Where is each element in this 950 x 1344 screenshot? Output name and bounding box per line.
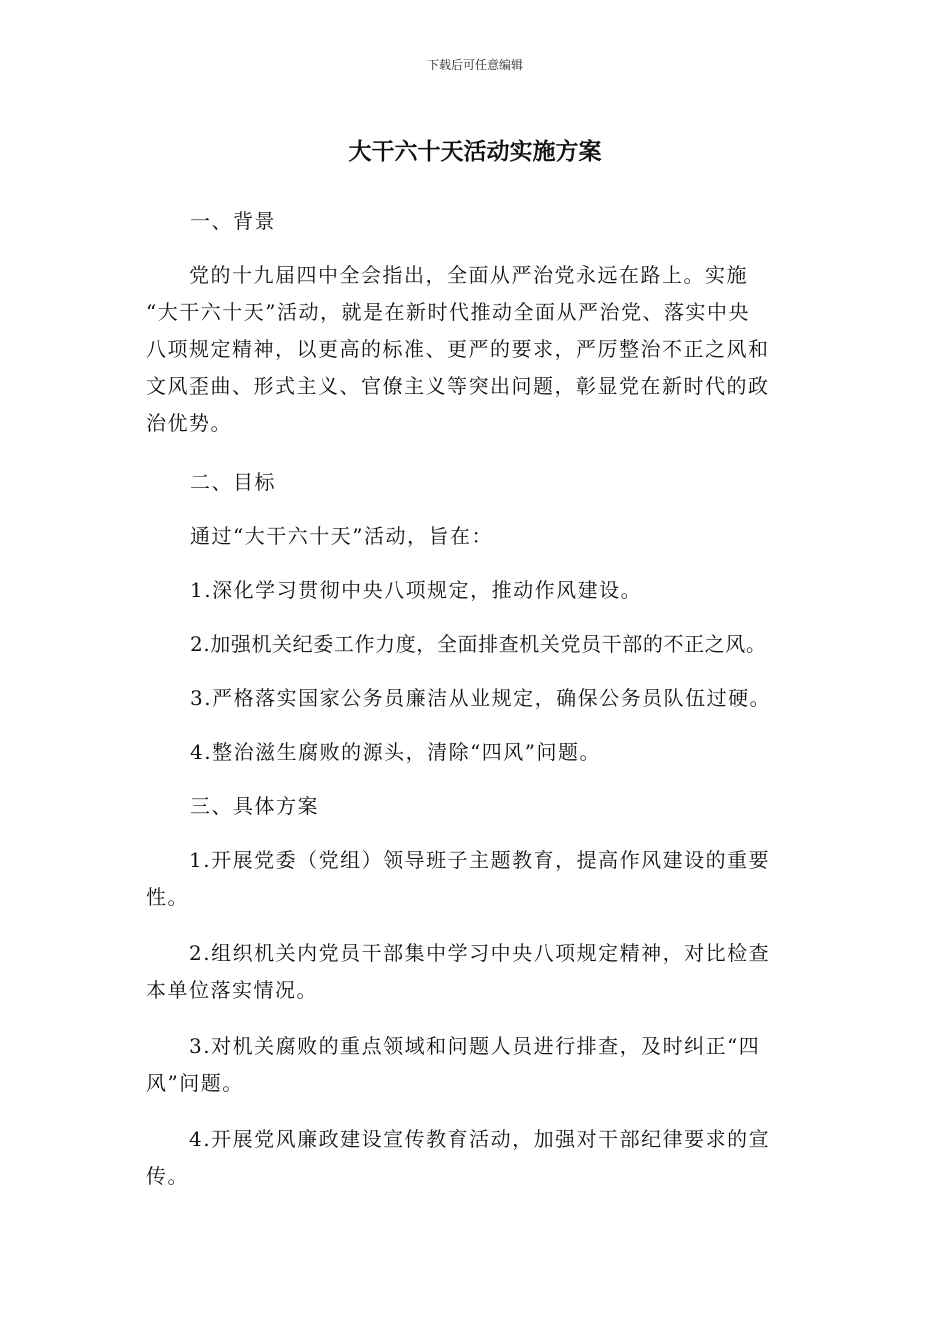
section-heading-goals: 二、目标: [190, 470, 276, 494]
document-title: 大干六十天活动实施方案: [348, 139, 602, 165]
goal-item-1: 1.深化学习贯彻中央八项规定，推动作风建设。: [190, 578, 643, 602]
section-heading-background: 一、背景: [190, 209, 276, 233]
section-heading-plan: 三、具体方案: [190, 794, 319, 818]
goal-item-2: 2.加强机关纪委工作力度，全面排查机关党员干部的不正之风。: [190, 632, 767, 656]
header-note: 下载后可任意编辑: [426, 58, 523, 72]
plan-item-1: 1.开展党委（党组）领导班子主题教育，提高作风建设的重要 性。: [146, 848, 771, 909]
plan-item-4: 4.开展党风廉政建设宣传教育活动，加强对干部纪律要求的宣 传。: [146, 1127, 771, 1188]
goal-item-4: 4.整治滋生腐败的源头，清除“四风”问题。: [190, 740, 602, 764]
plan-item-2: 2.组织机关内党员干部集中学习中央八项规定精神，对比检查 本单位落实情况。: [146, 941, 771, 1002]
goals-intro: 通过“大干六十天”活动，旨在：: [190, 524, 493, 548]
goal-item-3: 3.严格落实国家公务员廉洁从业规定，确保公务员队伍过硬。: [190, 686, 772, 710]
background-paragraph: 党的十九届四中全会指出，全面从严治党永远在路上。实施 “大干六十天”活动，就是在新时代推动全面从严治党、落实中央 八项规定精神，以更高的标准、更严的要求，严厉整治不正之风和 文风歪曲、形式主义、官僚主义等突出问题，彰显党在新时代的政 治优势。: [146, 263, 770, 435]
plan-item-3: 3.对机关腐败的重点领域和问题人员进行排查，及时纠正“四 风”问题。: [146, 1034, 761, 1095]
